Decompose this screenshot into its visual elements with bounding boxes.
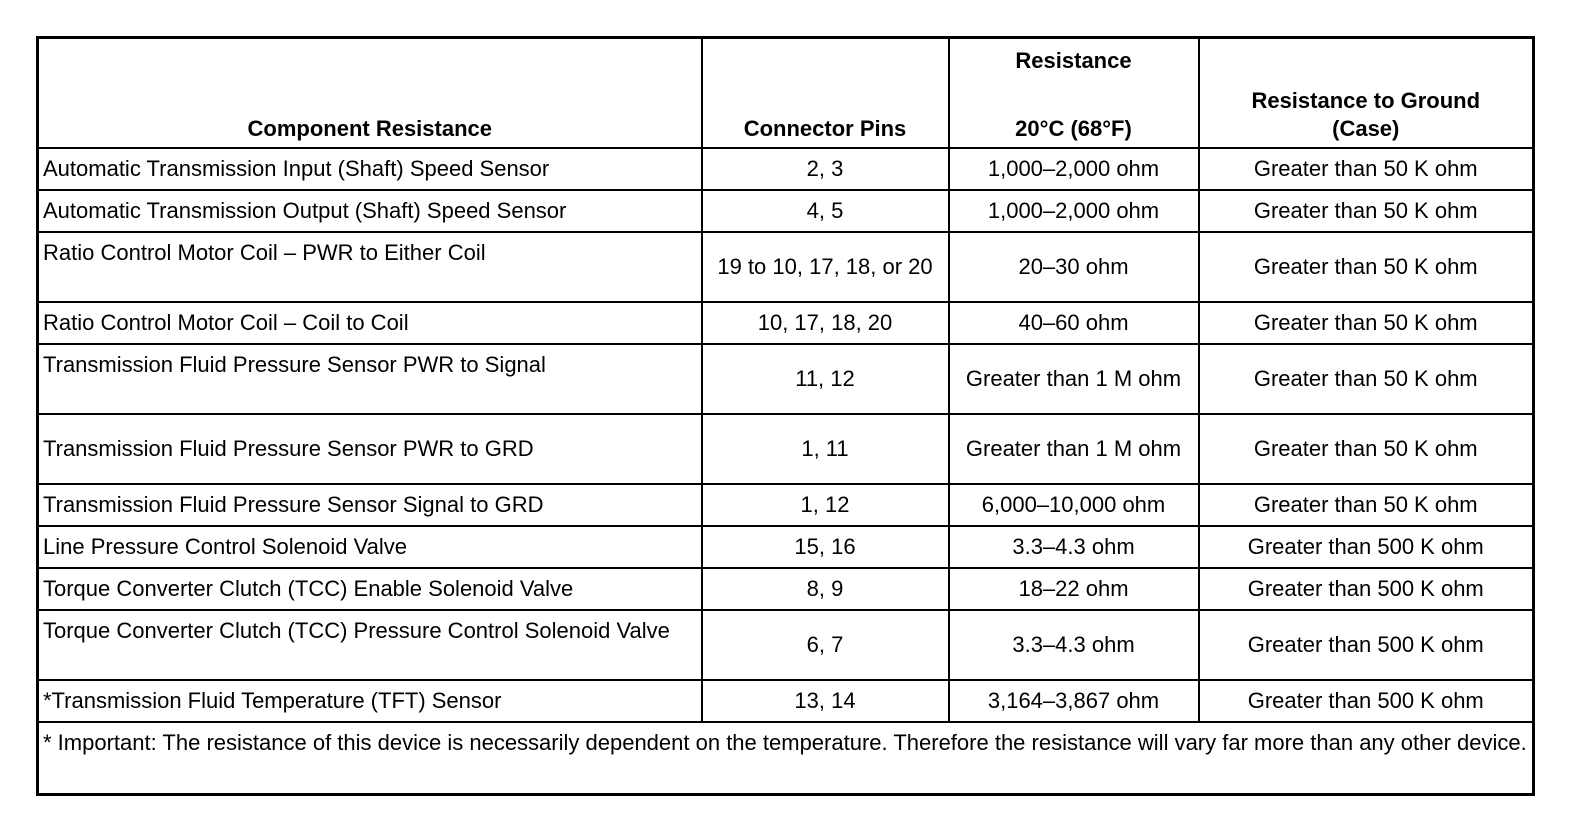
cell-connector-pins: 15, 16 (702, 526, 949, 568)
header-ground-line1: Resistance to Ground (1251, 88, 1481, 113)
cell-resistance: 3.3–4.3 ohm (949, 526, 1199, 568)
cell-resistance-to-ground: Greater than 50 K ohm (1199, 232, 1534, 302)
cell-resistance-to-ground: Greater than 50 K ohm (1199, 414, 1534, 484)
header-connector-pins: Connector Pins (702, 38, 949, 149)
cell-component: Ratio Control Motor Coil – Coil to Coil (38, 302, 702, 344)
important-note-text: : The resistance of this device is necessarily dependent on the temperature. Therefore the resistance will vary far more than any other device. (150, 730, 1527, 755)
table-row (38, 484, 1534, 526)
cell-connector-pins: 11, 12 (702, 344, 949, 414)
table-row (38, 568, 1534, 610)
cell-component: Transmission Fluid Pressure Sensor PWR to Signal (38, 344, 702, 414)
cell-resistance-to-ground: Greater than 500 K ohm (1199, 610, 1534, 680)
cell-resistance: Greater than 1 M ohm (949, 344, 1199, 414)
cell-connector-pins: 6, 7 (702, 610, 949, 680)
cell-connector-pins: 1, 11 (702, 414, 949, 484)
cell-connector-pins: 10, 17, 18, 20 (702, 302, 949, 344)
cell-resistance-to-ground: Greater than 50 K ohm (1199, 484, 1534, 526)
cell-resistance: 6,000–10,000 ohm (949, 484, 1199, 526)
cell-resistance: 3.3–4.3 ohm (949, 610, 1199, 680)
cell-component: Ratio Control Motor Coil – PWR to Either Coil (38, 232, 702, 302)
cell-resistance: 3,164–3,867 ohm (949, 680, 1199, 722)
cell-resistance: 1,000–2,000 ohm (949, 190, 1199, 232)
cell-component: Line Pressure Control Solenoid Valve (38, 526, 702, 568)
cell-connector-pins: 4, 5 (702, 190, 949, 232)
cell-component: *Transmission Fluid Temperature (TFT) Sensor (38, 680, 702, 722)
header-resistance-temperature: 20°C (68°F) (1015, 116, 1132, 141)
table-row (38, 526, 1534, 568)
cell-connector-pins: 8, 9 (702, 568, 949, 610)
cell-resistance: Greater than 1 M ohm (949, 414, 1199, 484)
cell-resistance-to-ground: Greater than 500 K ohm (1199, 680, 1534, 722)
cell-connector-pins: 1, 12 (702, 484, 949, 526)
cell-resistance-to-ground: Greater than 500 K ohm (1199, 568, 1534, 610)
cell-component: Automatic Transmission Output (Shaft) Speed Sensor (38, 190, 702, 232)
table-row (38, 232, 1534, 302)
cell-resistance: 20–30 ohm (949, 232, 1199, 302)
resistance-table-container (36, 36, 1532, 796)
cell-resistance-to-ground: Greater than 50 K ohm (1199, 302, 1534, 344)
table-row (38, 344, 1534, 414)
cell-resistance-to-ground: Greater than 500 K ohm (1199, 526, 1534, 568)
table-row (38, 680, 1534, 722)
cell-resistance-to-ground: Greater than 50 K ohm (1199, 190, 1534, 232)
component-resistance-table (36, 36, 1535, 796)
table-row (38, 148, 1534, 190)
table-row (38, 414, 1534, 484)
table-note-row (38, 722, 1534, 795)
cell-component: Transmission Fluid Pressure Sensor Signal to GRD (38, 484, 702, 526)
cell-connector-pins: 19 to 10, 17, 18, or 20 (702, 232, 949, 302)
cell-component: Torque Converter Clutch (TCC) Pressure Control Solenoid Valve (38, 610, 702, 680)
header-resistance (949, 38, 1199, 149)
cell-component: Transmission Fluid Pressure Sensor PWR to GRD (38, 414, 702, 484)
table-row (38, 610, 1534, 680)
cell-resistance: 1,000–2,000 ohm (949, 148, 1199, 190)
cell-connector-pins: 2, 3 (702, 148, 949, 190)
header-component-resistance: Component Resistance (38, 38, 702, 149)
cell-resistance-to-ground: Greater than 50 K ohm (1199, 344, 1534, 414)
cell-connector-pins: 13, 14 (702, 680, 949, 722)
table-header-row (38, 38, 1534, 149)
cell-resistance-to-ground: Greater than 50 K ohm (1199, 148, 1534, 190)
important-note-prefix: * Important (43, 730, 151, 755)
header-resistance-to-ground (1199, 38, 1534, 149)
cell-component: Automatic Transmission Input (Shaft) Speed Sensor (38, 148, 702, 190)
cell-component: Torque Converter Clutch (TCC) Enable Solenoid Valve (38, 568, 702, 610)
table-row (38, 190, 1534, 232)
cell-resistance: 40–60 ohm (949, 302, 1199, 344)
important-note (38, 722, 1534, 795)
header-resistance-title: Resistance (1015, 48, 1132, 73)
table-row (38, 302, 1534, 344)
header-ground-line2: (Case) (1332, 116, 1400, 141)
cell-resistance: 18–22 ohm (949, 568, 1199, 610)
